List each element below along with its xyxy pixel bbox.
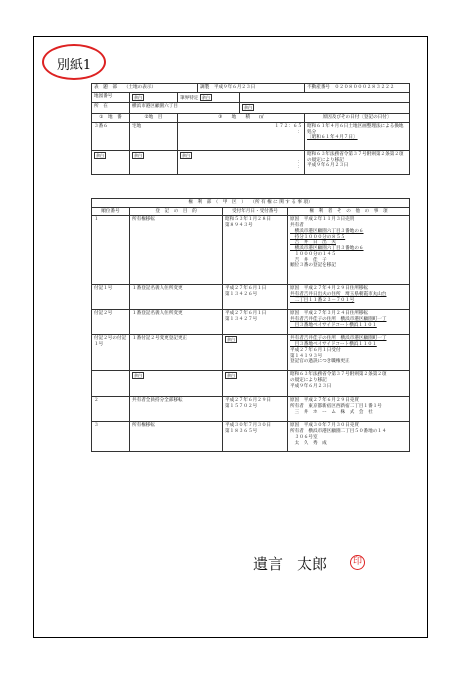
detail-line: 原因 平成３０年７月３０日売買	[290, 423, 359, 429]
row1-cause-1: 昭和６１年４月６日土地区画整理法による換地	[307, 123, 404, 129]
attachment-label: 別紙1	[56, 58, 92, 73]
reception-no: 第１５７０２号	[225, 404, 258, 410]
reception-date: 平成３０年７月３０日	[225, 423, 271, 429]
col-chiseki: ③ 地 積 ㎡	[178, 114, 305, 123]
detail-line: 三 井 ホ ー ム 株 式 会 社	[290, 409, 373, 415]
shozai-label: 所 在	[92, 103, 130, 114]
purpose: 共有者全員持分全部移転	[130, 397, 223, 422]
detail-line: 原因 平成２７年６月２９日売買	[290, 398, 359, 404]
chizu-value: 余白	[134, 94, 142, 100]
row1-chiseki-2: ：	[297, 129, 303, 135]
col-cause: 原因及びその日付〔登記の日付〕	[305, 114, 410, 123]
hyoudai-table	[91, 83, 410, 175]
reception-date: 平成２７年６月１日	[225, 311, 267, 317]
row1-chiban: ３番６	[92, 122, 130, 150]
row2-chiseki: ：	[297, 159, 303, 165]
row1-chimoku: 宅地	[130, 122, 178, 150]
purpose-box: 余白	[134, 373, 142, 379]
row2-box3: 余白	[182, 152, 190, 158]
row2-chiseki-2: ：	[297, 165, 303, 171]
detail-line: 平成２７年６月１日受付	[290, 347, 341, 353]
detail-line: の規定により移記	[290, 378, 327, 384]
reception-no: 第１８３６５号	[225, 429, 258, 435]
detail-line: 吉 井 佳 子	[290, 257, 327, 263]
col-reception: 受付年月日・受付番号	[223, 207, 288, 216]
fudousan-label: 不動産番号	[307, 85, 331, 90]
detail-line: 登記官の過誤につき職権更正	[290, 359, 350, 365]
shozai-value: 横浜市港区顧園六丁目	[130, 103, 240, 114]
reception-no: 第８９４３号	[225, 223, 253, 229]
detail-line: 共有者吉井日出夫の住所 埼玉県朝霞市丸山台	[290, 292, 387, 298]
signature-surname: 遺言	[253, 555, 284, 573]
purpose: １番付記２号変更登記更正	[130, 335, 223, 371]
col-purpose: 登 記 の 目 的	[130, 207, 223, 216]
purpose: 所有権移転	[130, 422, 223, 452]
detail-line: 目３番地ベイサイドコート横浜１１０１	[290, 342, 377, 348]
reception-date: 昭和５３年１月２８日	[225, 217, 271, 223]
kenri-table	[91, 198, 410, 452]
row2-cause-1: 昭和６３年法務省令第３７号附則第２条第２項	[307, 151, 404, 157]
row1-cause-3: 〔昭和６１年４月７日〕	[307, 135, 358, 141]
attachment-label-circle	[42, 44, 106, 80]
detail-line: 第１４１９３号	[290, 353, 323, 359]
row2-box1: 余白	[96, 152, 104, 158]
detail-line: 昭和６３年法務省令第３７号附則第２条第２項	[290, 372, 387, 378]
rank: ２	[92, 397, 130, 422]
detail-line: 所有者 東京都新宿区西新宿二丁目１番１号	[290, 404, 382, 410]
table-row	[92, 422, 410, 452]
table-row	[92, 371, 410, 397]
row2-box2: 余白	[134, 152, 142, 158]
rank: ３	[92, 422, 130, 452]
col-details: 権 利 者 そ の 他 の 事 項	[288, 207, 410, 216]
detail-line: 原因 平成２年１１月３日売買	[290, 217, 355, 223]
fudousan-number: ０２０８０００２８３２２２	[334, 85, 395, 90]
signature-given-name: 太郎	[297, 555, 328, 573]
detail-line: 横浜市港区顧園六丁目３番地の６	[290, 228, 364, 234]
detail-line: 原因 平成２７年４月２９日住所移転	[290, 286, 369, 292]
row1-cause-2: 処分	[307, 129, 317, 135]
detail-line: ３０６号室	[290, 434, 318, 440]
reception-no: 第１３４２７号	[225, 317, 258, 323]
hikkai-value: 余白	[201, 94, 210, 100]
shozai-box: 余白	[244, 105, 253, 111]
seal-stamp	[350, 555, 365, 570]
rank: 付記２号の付記１号	[92, 335, 130, 371]
rank: １	[92, 216, 130, 285]
reception-no: 第１３４２６号	[225, 292, 258, 298]
row1-chiseki: １７２：６５	[274, 123, 303, 129]
chosei-date: 平成９年６月２３日	[213, 85, 256, 90]
table-row	[92, 335, 410, 371]
chizu-label: 地図番号	[92, 92, 130, 103]
chosei-label: 調製	[200, 85, 210, 90]
row2-cause-3: 平成９年６月２３日	[307, 163, 349, 169]
rank: 付記２号	[92, 310, 130, 335]
rank: 付記１号	[92, 285, 130, 310]
detail-line: 二丁目１１番２３－７０１号	[290, 297, 355, 303]
detail-line: 目３番地ベイサイドコート横浜１１０１	[290, 322, 377, 328]
detail-line: 横浜市港区顧園六丁目３番地の６	[290, 246, 364, 252]
col-chimoku: ②地 目	[130, 114, 178, 123]
hikkai-label: 筆界特定	[180, 95, 199, 101]
detail-line: １０００分の１４５	[290, 251, 336, 257]
detail-line: 共有者	[290, 223, 304, 229]
detail-line: 所有者 横浜市港区顧園二丁目５０番地の１４	[290, 429, 387, 435]
purpose: 所有権移転	[130, 216, 223, 285]
detail-line: 順位３番の登記を移記	[290, 263, 336, 269]
purpose: １番登記名義人住所変更	[130, 310, 223, 335]
detail-line: 原因 平成２７年３月２４日住所移転	[290, 311, 369, 317]
seal-char: 印	[352, 557, 362, 567]
table-row	[92, 310, 410, 335]
signature	[253, 553, 327, 574]
reception-box: 余白	[227, 373, 235, 379]
detail-line: 吉 井 日 出 夫	[290, 240, 336, 246]
purpose: １番登記名義人住所変更	[130, 285, 223, 310]
table-row	[92, 397, 410, 422]
reception-date: 平成２７年６月２９日	[225, 398, 271, 404]
detail-line: 太 久 秀 成	[290, 440, 327, 446]
detail-line: 共有者吉井佳子の住所 横浜市港区顧園町一丁	[290, 317, 387, 323]
detail-line: 持分１０００分の８５５	[290, 234, 346, 240]
row2-cause-2: の規定により移記	[307, 157, 344, 163]
table-row	[92, 216, 410, 285]
reception-date: 平成２７年６月１日	[225, 286, 267, 292]
hyoudai-title: 表 題 部 （土地の表示）	[92, 84, 198, 93]
reception-box: 余白	[227, 337, 235, 343]
table-row	[92, 285, 410, 310]
col-chiban: ① 地 番	[92, 114, 130, 123]
detail-line: 平成９年６月２３日	[290, 383, 332, 389]
kenri-title: 権 利 部 （ 甲 区 ） （所 有 権 に 関 す る 事 項）	[92, 199, 410, 208]
col-rank: 順位番号	[92, 207, 130, 216]
detail-line: 共有者吉井佳子の住所 横浜市港区顧園町一丁	[290, 336, 387, 342]
